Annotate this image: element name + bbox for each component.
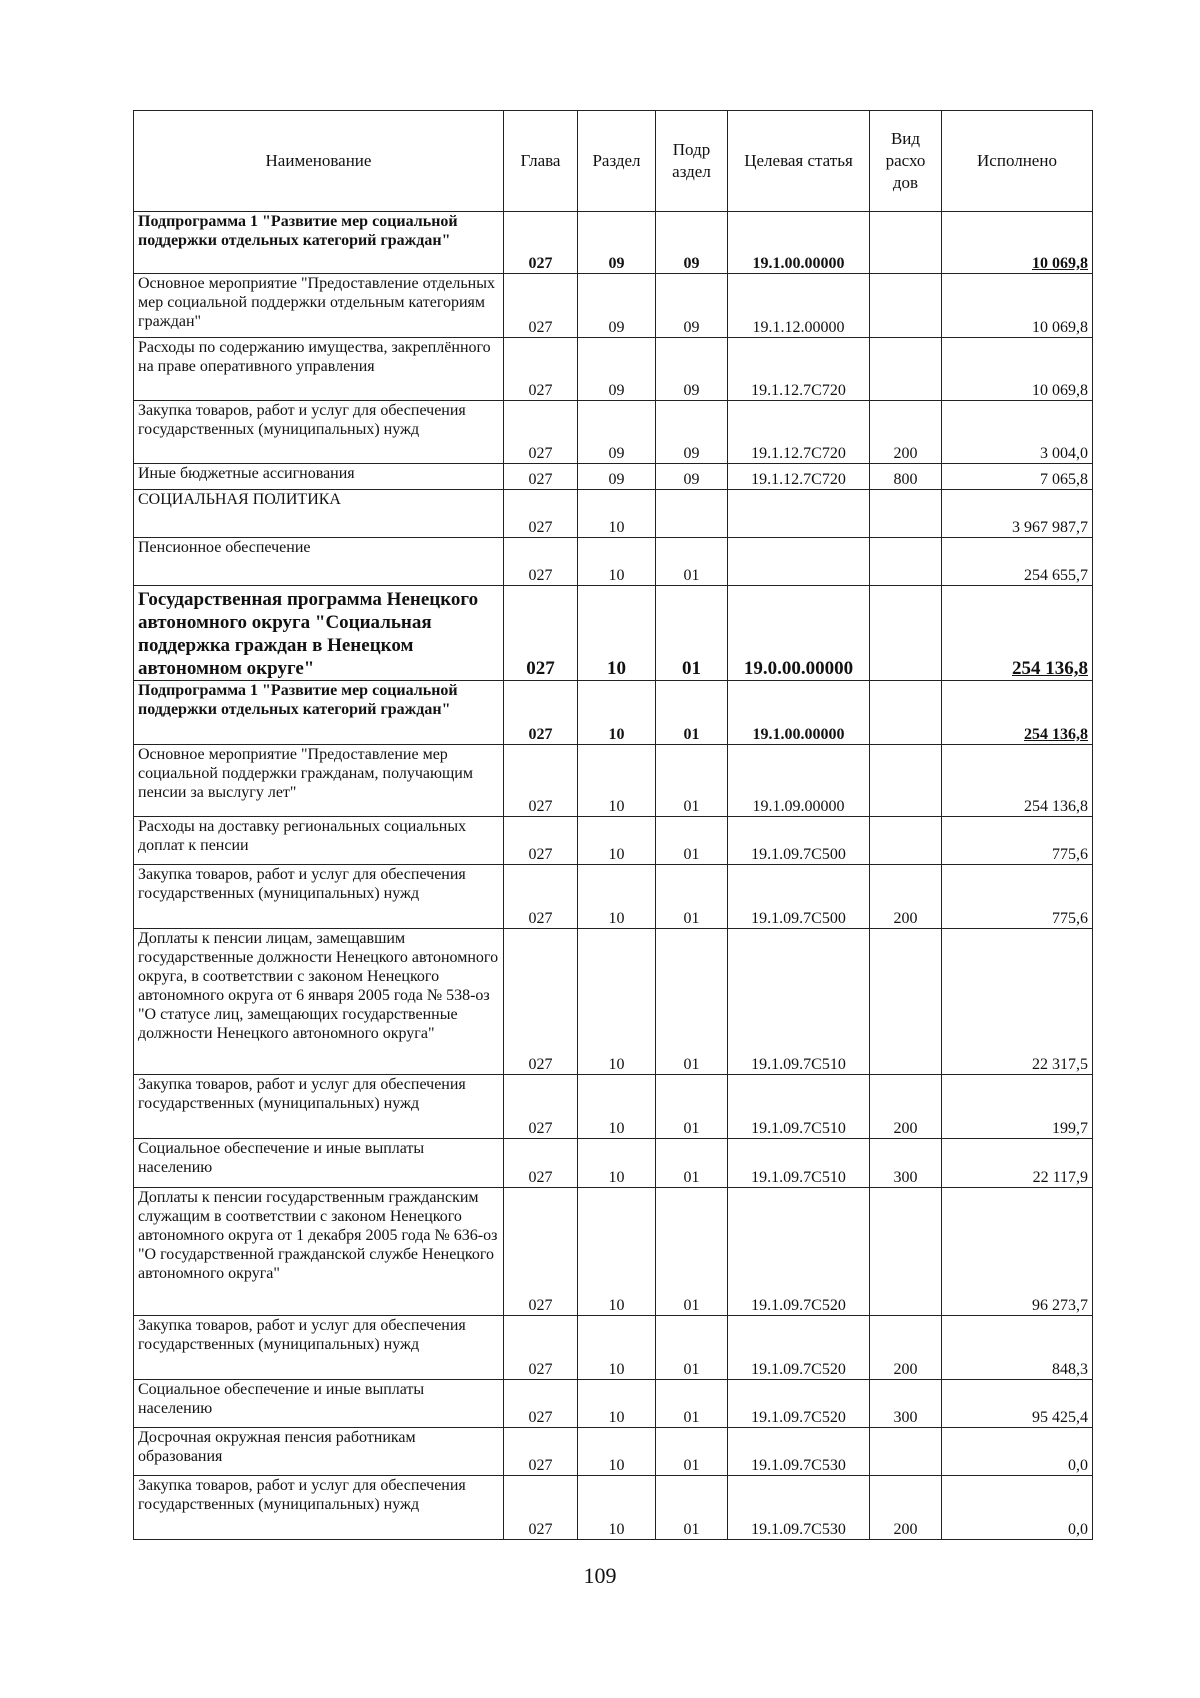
table-row [134, 1380, 1093, 1428]
header-vid: Вид расхо дов [870, 111, 942, 212]
row-name: Государственная программа Ненецкого автономного округа "Социальная поддержка граждан в Ненецком автономном округе" [134, 586, 504, 681]
row-ispolneno: 22 317,5 [942, 929, 1093, 1075]
row-ispolneno: 3 004,0 [942, 401, 1093, 464]
row-celevaya: 19.1.09.7С510 [728, 929, 870, 1075]
row-name: Основное мероприятие "Предоставление мер социальной поддержки гражданам, получающим пенсии за выслугу лет" [134, 745, 504, 817]
row-vid: 200 [870, 1075, 942, 1139]
row-name: Закупка товаров, работ и услуг для обеспечения государственных (муниципальных) нужд [134, 1476, 504, 1540]
table-header-row [134, 111, 1093, 212]
row-name: Социальное обеспечение и иные выплаты населению [134, 1380, 504, 1428]
budget-table [133, 110, 1093, 1540]
table-row [134, 338, 1093, 401]
row-name: Подпрограмма 1 "Развитие мер социальной поддержки отдельных категорий граждан" [134, 212, 504, 274]
row-celevaya: 19.1.09.7С520 [728, 1380, 870, 1428]
header-razdel: Раздел [578, 111, 656, 212]
row-vid [870, 817, 942, 865]
row-glava: 027 [504, 401, 578, 464]
row-glava: 027 [504, 1316, 578, 1380]
page-number: 109 [583, 1563, 617, 1588]
row-vid [870, 538, 942, 586]
row-podrazdel: 01 [656, 745, 728, 817]
row-podrazdel: 09 [656, 401, 728, 464]
row-celevaya: 19.1.12.7С720 [728, 464, 870, 490]
row-razdel: 10 [578, 1075, 656, 1139]
row-vid [870, 490, 942, 538]
row-razdel: 10 [578, 865, 656, 929]
row-glava: 027 [504, 745, 578, 817]
row-celevaya: 19.1.09.7С500 [728, 817, 870, 865]
row-ispolneno: 0,0 [942, 1476, 1093, 1540]
row-glava: 027 [504, 929, 578, 1075]
row-vid [870, 274, 942, 338]
row-podrazdel: 01 [656, 681, 728, 745]
row-podrazdel: 09 [656, 338, 728, 401]
table-row [134, 1476, 1093, 1540]
row-vid: 800 [870, 464, 942, 490]
row-vid: 300 [870, 1380, 942, 1428]
row-razdel: 10 [578, 1139, 656, 1188]
row-glava: 027 [504, 274, 578, 338]
row-name: Закупка товаров, работ и услуг для обеспечения государственных (муниципальных) нужд [134, 1075, 504, 1139]
row-razdel: 10 [578, 1428, 656, 1476]
row-celevaya: 19.1.09.7С520 [728, 1316, 870, 1380]
row-razdel: 09 [578, 338, 656, 401]
table-row [134, 817, 1093, 865]
row-razdel: 10 [578, 681, 656, 745]
row-name: Досрочная окружная пенсия работникам образования [134, 1428, 504, 1476]
row-razdel: 10 [578, 1380, 656, 1428]
row-vid [870, 1428, 942, 1476]
row-razdel: 10 [578, 490, 656, 538]
row-ispolneno: 199,7 [942, 1075, 1093, 1139]
row-name: Закупка товаров, работ и услуг для обеспечения государственных (муниципальных) нужд [134, 865, 504, 929]
row-name: Закупка товаров, работ и услуг для обеспечения государственных (муниципальных) нужд [134, 1316, 504, 1380]
row-glava: 027 [504, 1139, 578, 1188]
row-ispolneno: 10 069,8 [942, 338, 1093, 401]
row-podrazdel: 01 [656, 1476, 728, 1540]
row-celevaya [728, 538, 870, 586]
row-vid [870, 929, 942, 1075]
row-name: СОЦИАЛЬНАЯ ПОЛИТИКА [134, 490, 504, 538]
row-vid: 200 [870, 865, 942, 929]
row-ispolneno: 10 069,8 [942, 212, 1093, 274]
row-glava: 027 [504, 490, 578, 538]
row-podrazdel: 01 [656, 1380, 728, 1428]
table-row [134, 681, 1093, 745]
row-ispolneno: 254 136,8 [942, 586, 1093, 681]
row-glava: 027 [504, 817, 578, 865]
row-glava: 027 [504, 586, 578, 681]
row-razdel: 09 [578, 464, 656, 490]
row-podrazdel: 09 [656, 274, 728, 338]
row-razdel: 10 [578, 929, 656, 1075]
row-razdel: 10 [578, 586, 656, 681]
row-podrazdel: 01 [656, 1139, 728, 1188]
row-name: Доплаты к пенсии государственным гражданским служащим в соответствии с законом Ненецкого автономного округа от 1 декабря 2005 года № 636-оз "О государственной гражданской службе Ненецкого автономного округа" [134, 1188, 504, 1316]
row-name: Доплаты к пенсии лицам, замещавшим государственные должности Ненецкого автономного округа, в соответствии с законом Ненецкого автономного округа от 6 января 2005 года № 538-оз "О статусе лиц, замещающих государственные должности Ненецкого автономного округа" [134, 929, 504, 1075]
row-name: Расходы по содержанию имущества, закреплённого на праве оперативного управления [134, 338, 504, 401]
row-razdel: 10 [578, 1476, 656, 1540]
row-celevaya: 19.1.00.00000 [728, 212, 870, 274]
row-celevaya: 19.1.09.7С530 [728, 1476, 870, 1540]
row-ispolneno: 775,6 [942, 865, 1093, 929]
table-row [134, 464, 1093, 490]
row-vid [870, 1188, 942, 1316]
row-name: Подпрограмма 1 "Развитие мер социальной поддержки отдельных категорий граждан" [134, 681, 504, 745]
header-podrazdel: Подр аздел [656, 111, 728, 212]
row-glava: 027 [504, 464, 578, 490]
row-vid [870, 745, 942, 817]
table-row [134, 401, 1093, 464]
row-ispolneno: 96 273,7 [942, 1188, 1093, 1316]
row-celevaya: 19.1.09.00000 [728, 745, 870, 817]
row-celevaya: 19.1.12.00000 [728, 274, 870, 338]
row-vid [870, 681, 942, 745]
row-name: Расходы на доставку региональных социальных доплат к пенсии [134, 817, 504, 865]
table-row [134, 212, 1093, 274]
row-name: Пенсионное обеспечение [134, 538, 504, 586]
row-razdel: 10 [578, 1188, 656, 1316]
row-celevaya: 19.1.09.7С500 [728, 865, 870, 929]
row-glava: 027 [504, 1428, 578, 1476]
row-celevaya: 19.1.09.7С510 [728, 1139, 870, 1188]
row-celevaya: 19.1.09.7С510 [728, 1075, 870, 1139]
row-razdel: 10 [578, 538, 656, 586]
table-row [134, 929, 1093, 1075]
row-vid: 200 [870, 401, 942, 464]
row-celevaya: 19.1.09.7С530 [728, 1428, 870, 1476]
row-razdel: 09 [578, 212, 656, 274]
table-row [134, 490, 1093, 538]
table-row [134, 1075, 1093, 1139]
row-podrazdel: 01 [656, 538, 728, 586]
row-glava: 027 [504, 865, 578, 929]
row-razdel: 10 [578, 745, 656, 817]
row-glava: 027 [504, 212, 578, 274]
row-ispolneno: 254 655,7 [942, 538, 1093, 586]
row-name: Иные бюджетные ассигнования [134, 464, 504, 490]
row-ispolneno: 7 065,8 [942, 464, 1093, 490]
row-name: Закупка товаров, работ и услуг для обеспечения государственных (муниципальных) нужд [134, 401, 504, 464]
row-celevaya: 19.0.00.00000 [728, 586, 870, 681]
row-podrazdel: 01 [656, 1428, 728, 1476]
row-vid: 200 [870, 1476, 942, 1540]
row-glava: 027 [504, 1476, 578, 1540]
row-glava: 027 [504, 538, 578, 586]
row-razdel: 10 [578, 1316, 656, 1380]
row-celevaya: 19.1.12.7С720 [728, 401, 870, 464]
table-row [134, 1428, 1093, 1476]
row-ispolneno: 95 425,4 [942, 1380, 1093, 1428]
table-row [134, 1139, 1093, 1188]
header-ispolneno: Исполнено [942, 111, 1093, 212]
row-podrazdel: 01 [656, 586, 728, 681]
row-ispolneno: 775,6 [942, 817, 1093, 865]
table-row [134, 745, 1093, 817]
row-name: Социальное обеспечение и иные выплаты населению [134, 1139, 504, 1188]
row-vid [870, 338, 942, 401]
table-row [134, 586, 1093, 681]
row-glava: 027 [504, 1075, 578, 1139]
row-celevaya: 19.1.12.7С720 [728, 338, 870, 401]
row-podrazdel: 01 [656, 1188, 728, 1316]
table-row [134, 1188, 1093, 1316]
row-ispolneno: 848,3 [942, 1316, 1093, 1380]
header-glava: Глава [504, 111, 578, 212]
table-row [134, 274, 1093, 338]
row-podrazdel: 01 [656, 865, 728, 929]
header-name: Наименование [134, 111, 504, 212]
row-ispolneno: 0,0 [942, 1428, 1093, 1476]
row-vid: 200 [870, 1316, 942, 1380]
row-ispolneno: 254 136,8 [942, 745, 1093, 817]
row-glava: 027 [504, 681, 578, 745]
row-ispolneno: 254 136,8 [942, 681, 1093, 745]
row-celevaya: 19.1.00.00000 [728, 681, 870, 745]
row-ispolneno: 3 967 987,7 [942, 490, 1093, 538]
row-celevaya: 19.1.09.7С520 [728, 1188, 870, 1316]
header-celevaya: Целевая статья [728, 111, 870, 212]
row-vid [870, 586, 942, 681]
row-razdel: 10 [578, 817, 656, 865]
row-celevaya [728, 490, 870, 538]
row-ispolneno: 10 069,8 [942, 274, 1093, 338]
table-row [134, 538, 1093, 586]
row-glava: 027 [504, 1188, 578, 1316]
table-row [134, 1316, 1093, 1380]
table-row [134, 865, 1093, 929]
row-podrazdel: 01 [656, 1316, 728, 1380]
row-podrazdel: 09 [656, 464, 728, 490]
row-podrazdel: 01 [656, 1075, 728, 1139]
row-vid [870, 212, 942, 274]
row-vid: 300 [870, 1139, 942, 1188]
row-glava: 027 [504, 1380, 578, 1428]
row-name: Основное мероприятие "Предоставление отдельных мер социальной поддержки отдельным категориям граждан" [134, 274, 504, 338]
row-podrazdel: 09 [656, 212, 728, 274]
row-podrazdel [656, 490, 728, 538]
row-podrazdel: 01 [656, 817, 728, 865]
row-ispolneno: 22 117,9 [942, 1139, 1093, 1188]
row-razdel: 09 [578, 401, 656, 464]
row-razdel: 09 [578, 274, 656, 338]
row-podrazdel: 01 [656, 929, 728, 1075]
row-glava: 027 [504, 338, 578, 401]
